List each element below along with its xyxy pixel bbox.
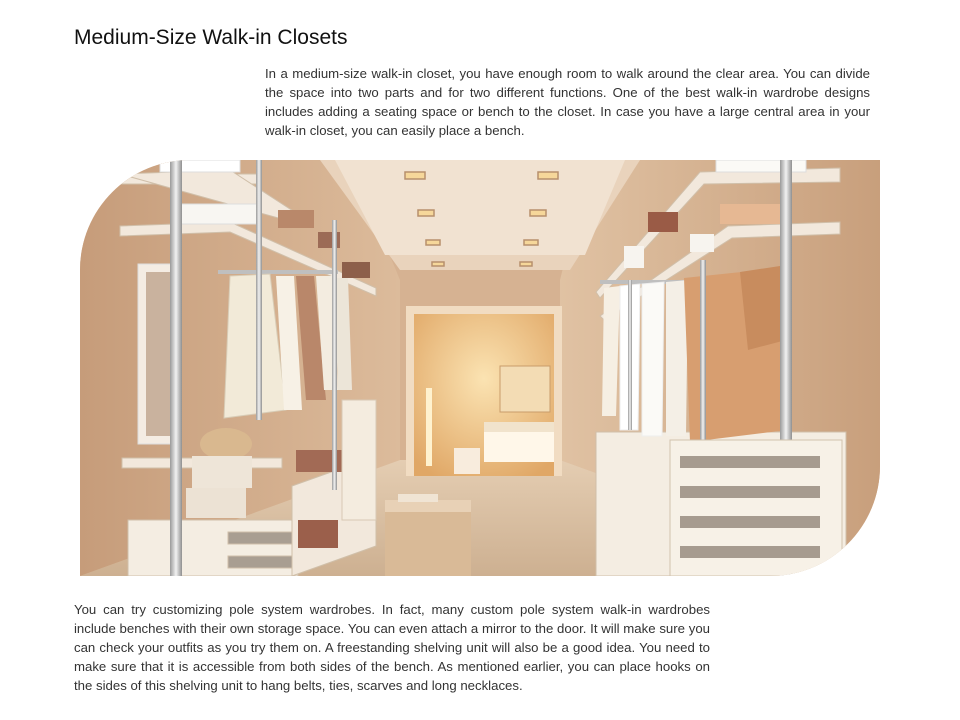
intro-paragraph: In a medium-size walk-in closet, you have enough room to walk around the clear area. You can divide the space into two parts and for two different functions. One of the best walk-in wardrobe designs includes adding a seating space or bench to the closet. In case you have a large central area in your walk-in closet, you can easily place a bench. <box>265 66 870 138</box>
handbag <box>200 428 252 460</box>
body-paragraph: You can try customizing pole system wardrobes. In fact, many custom pole system walk-in wardrobes include benches with their own storage space. You can even attach a mirror to the door. It will make sure you can check your outfits as you try them on. A freestanding shelving unit will also be a good idea. You need to make sure that it is accessible from both sides of the bench. As mentioned earlier, you can place hooks on the sides of this shelving unit to hang belts, ties, scarves and long necklaces. <box>74 602 710 693</box>
page-title: Medium-Size Walk-in Closets <box>74 26 348 49</box>
walk-in-closet-photo <box>80 160 880 576</box>
